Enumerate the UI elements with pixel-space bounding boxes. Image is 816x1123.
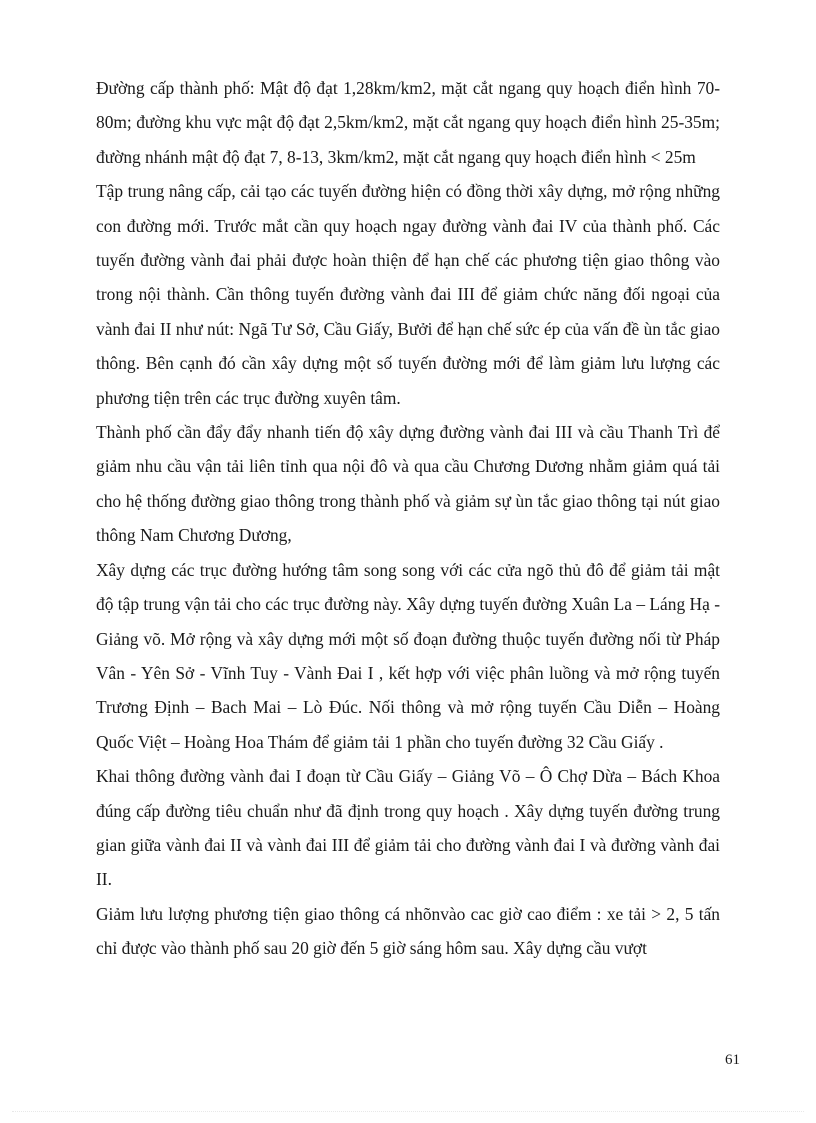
page-number: 61 [725,1052,740,1068]
page-bottom-divider [12,1111,804,1112]
paragraph-road-density: Đường cấp thành phố: Mật độ đạt 1,28km/km2, mặt cắt ngang quy hoạch điển hình 70-80m; đường khu vực mật độ đạt 2,5km/km2, mặt cắt ngang quy hoạch điển hình 25-35m; đường nhánh mật độ đạt 7, 8-13, 3km/km2, mặt cắt ngang quy hoạch điển hình < 25m [96,78,720,167]
paragraph-ring-road-upgrade: Tập trung nâng cấp, cải tạo các tuyến đường hiện có đồng thời xây dựng, mở rộng những con đường mới. Trước mắt cần quy hoạch ngay đường vành đai IV của thành phố. Các tuyến đường vành đai phải được hoàn thiện để hạn chế các phương tiện giao thông vào trong nội thành. Cần thông tuyến đường vành đai III để giảm chức năng đối ngoại của vành đai II như nút: Ngã Tư Sở, Cầu Giấy, Bưởi để hạn chế sức ép của vấn đề ùn tắc giao thông. Bên cạnh đó cần xây dựng một số tuyến đường mới để làm giảm lưu lượng các phương tiện trên các trục đường xuyên tâm. [96,181,720,408]
paragraph-radial-roads: Xây dựng các trục đường hướng tâm song song với các cửa ngõ thủ đô để giảm tải mật độ tập trung vận tải cho các trục đường này. Xây dựng tuyến đường Xuân La – Láng Hạ - Giảng võ. Mở rộng và xây dựng mới một số đoạn đường thuộc tuyến đường nối từ Pháp Vân - Yên Sở - Vĩnh Tuy - Vành Đai I , kết hợp với việc phân luồng và mở rộng tuyến Trương Định – Bach Mai – Lò Đúc. Nối thông và mở rộng tuyến Cầu Diễn – Hoàng Quốc Việt – Hoàng Hoa Thám để giảm tải 1 phần cho tuyến đường 32 Cầu Giấy . [96,559,720,752]
paragraph-traffic-reduction: Giảm lưu lượng phương tiện giao thông cá nhõnvào cac giờ cao điểm : xe tải > 2, 5 tấn chỉ được vào thành phố sau 20 giờ đến 5 giờ sáng hôm sau. Xây dựng cầu vượt [96,903,720,959]
document-body [96,71,720,966]
paragraph-ring-road-iii: Thành phố cần đẩy đẩy nhanh tiến độ xây dựng đường vành đai III và cầu Thanh Trì để giảm nhu cầu vận tải liên tỉnh qua nội đô và qua cầu Chương Dương nhằm giảm quá tải cho hệ thống đường giao thông trong thành phố và giảm sự ùn tắc giao thông tại nút giao thông Nam Chương Dương, [96,422,720,546]
paragraph-ring-road-i: Khai thông đường vành đai I đoạn từ Cầu Giấy – Giảng Võ – Ô Chợ Dừa – Bách Khoa đúng cấp đường tiêu chuẩn như đã định trong quy hoạch . Xây dựng tuyến đường trung gian giữa vành đai II và vành đai III để giảm tải cho đường vành đai I và đường vành đai II. [96,766,720,890]
